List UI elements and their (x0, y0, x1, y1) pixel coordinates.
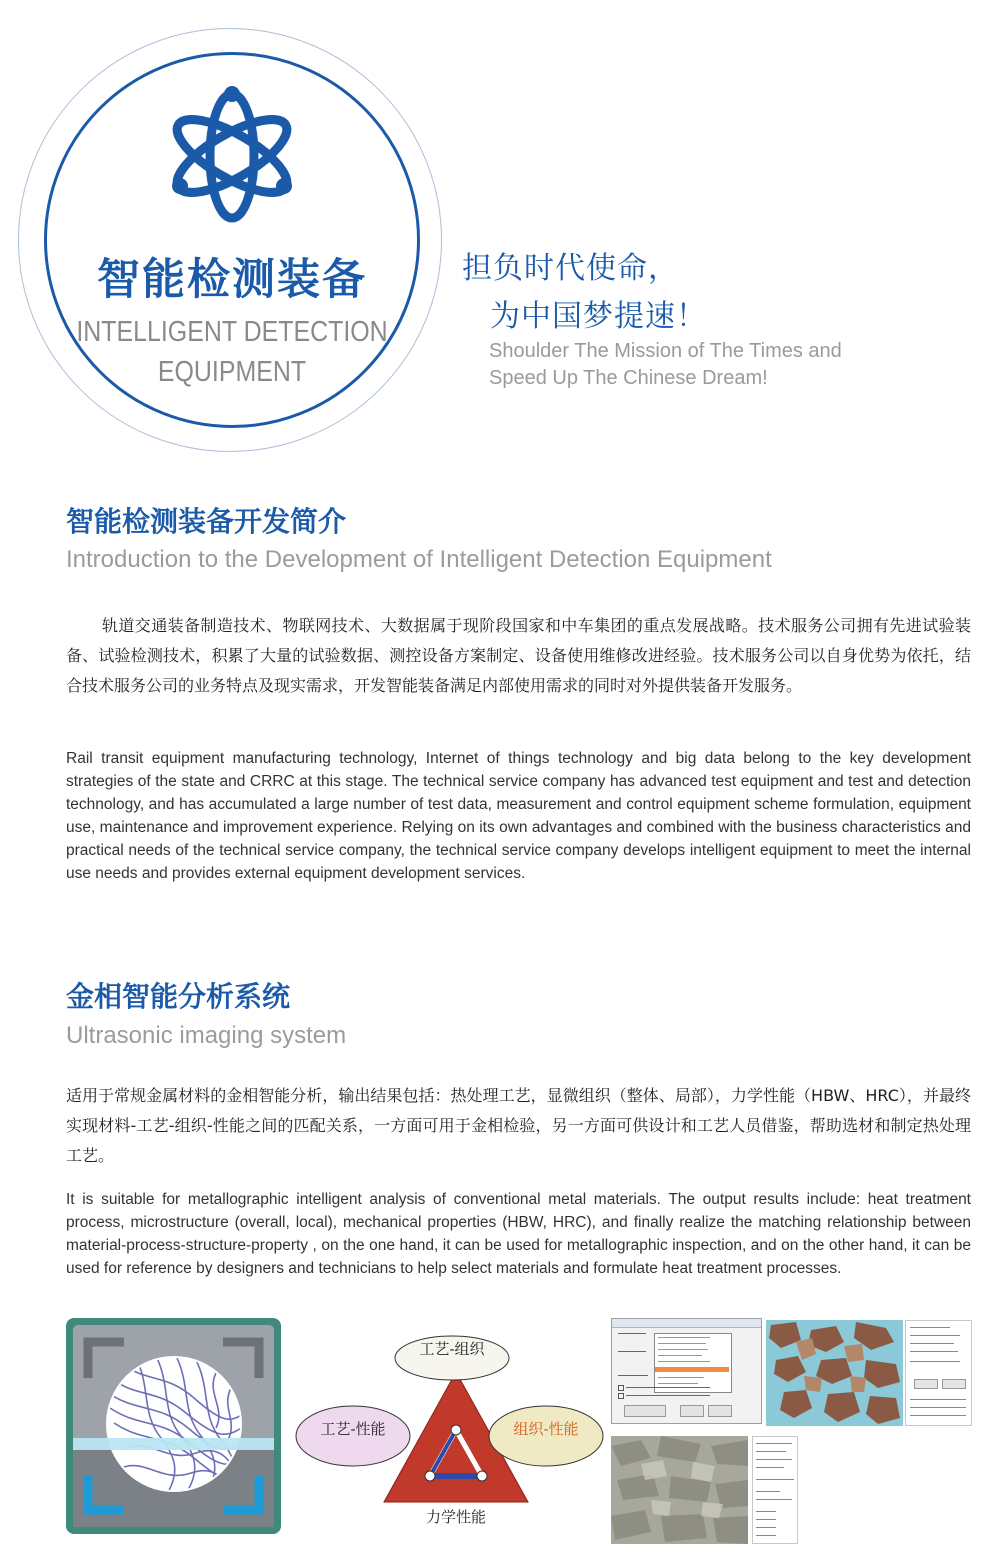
analysis-dialog-thumbnail (611, 1318, 762, 1424)
micrograph-color-thumbnail (766, 1320, 903, 1426)
hero-title-en-line2: EQUIPMENT (157, 356, 307, 388)
intro-paragraph-en: Rail transit equipment manufacturing technology, Internet of things technology and big data belong to the key development strategies of the state and CRRC at this stage. The technical service company has advanced test equipment and test and detection technology, and has accumulated a large number of test data, measurement and control equipment scheme formulation, equipment use, maintenance and improvement experience. Relying on its own advantages and combined with the business characteristics and practical needs of the technical service company, the technical service company develops intelligent equipment to meet the internal use needs and provides external equipment development services. (66, 750, 971, 882)
process-structure-property-diagram (294, 1330, 606, 1538)
intro-section-title: 智能检测装备开发简介 (66, 505, 347, 538)
diagram-right-label: 组织-性能 (513, 1420, 579, 1438)
metallography-paragraph-en: It is suitable for metallographic intelligent analysis of conventional metal materials. The output results include: heat treatment process, microstructure (overall, local), mechanical properties (HBW, HRC), and finally realize the matching relationship between material-process-structure-property , on the one hand, it can be used for metallographic inspection, and on the other hand, it can be used for reference by designers and technicians to help select materials and formulate heat treatment processes. (66, 1191, 971, 1277)
hero-title-en-line1: INTELLIGENT DETECTION (76, 316, 388, 348)
metallography-section-subtitle: Ultrasonic imaging system (66, 1022, 347, 1049)
slogan-line2-en: Speed Up The Chinese Dream! (489, 367, 768, 389)
metallography-section-title: 金相智能分析系统 (66, 980, 291, 1013)
hero-title-en (75, 312, 388, 392)
scanner-illustration (66, 1318, 281, 1534)
intro-paragraph-cn: 轨道交通装备制造技术、物联网技术、大数据属于现阶段国家和中车集团的重点发展战略。技术服务公司拥有先进试验装备、试验检测技术，积累了大量的试验数据、测控设备方案制定、设备使用维修改进经验。技术服务公司以自身优势为依托，结合技术服务公司的业务特点及现实需求，开发智能装备满足内部使用需求的同时对外提供装备开发服务。 (66, 616, 971, 695)
slogan-line2-cn: 为中国梦提速！ (490, 299, 707, 334)
metallography-paragraph-cn: 适用于常规金属材料的金相智能分析，输出结果包括：热处理工艺，显微组织（整体、局部），力学性能（HBW、HRC），并最终实现材料-工艺-组织-性能之间的匹配关系，一方面可用于金相检验，另一方面可供设计和工艺人员借鉴，帮助选材和制定热处理工艺。 (66, 1086, 971, 1165)
intro-section-subtitle: Introduction to the Development of Intelligent Detection Equipment (66, 546, 772, 573)
diagram-bottom-label: 力学性能 (425, 1508, 487, 1526)
slogan-line1-cn: 担负时代使命， (462, 251, 679, 286)
diagram-left-label: 工艺-性能 (320, 1420, 386, 1438)
analysis-panel-thumbnail (905, 1320, 972, 1426)
results-panel-thumbnail (752, 1436, 798, 1544)
diagram-top-label: 工艺-组织 (419, 1340, 485, 1358)
micrograph-gray-thumbnail (611, 1436, 748, 1544)
slogan-line1-en: Shoulder The Mission of The Times and (489, 340, 842, 362)
hero-title-cn: 智能检测装备 (97, 255, 367, 305)
atom-icon (162, 80, 302, 228)
